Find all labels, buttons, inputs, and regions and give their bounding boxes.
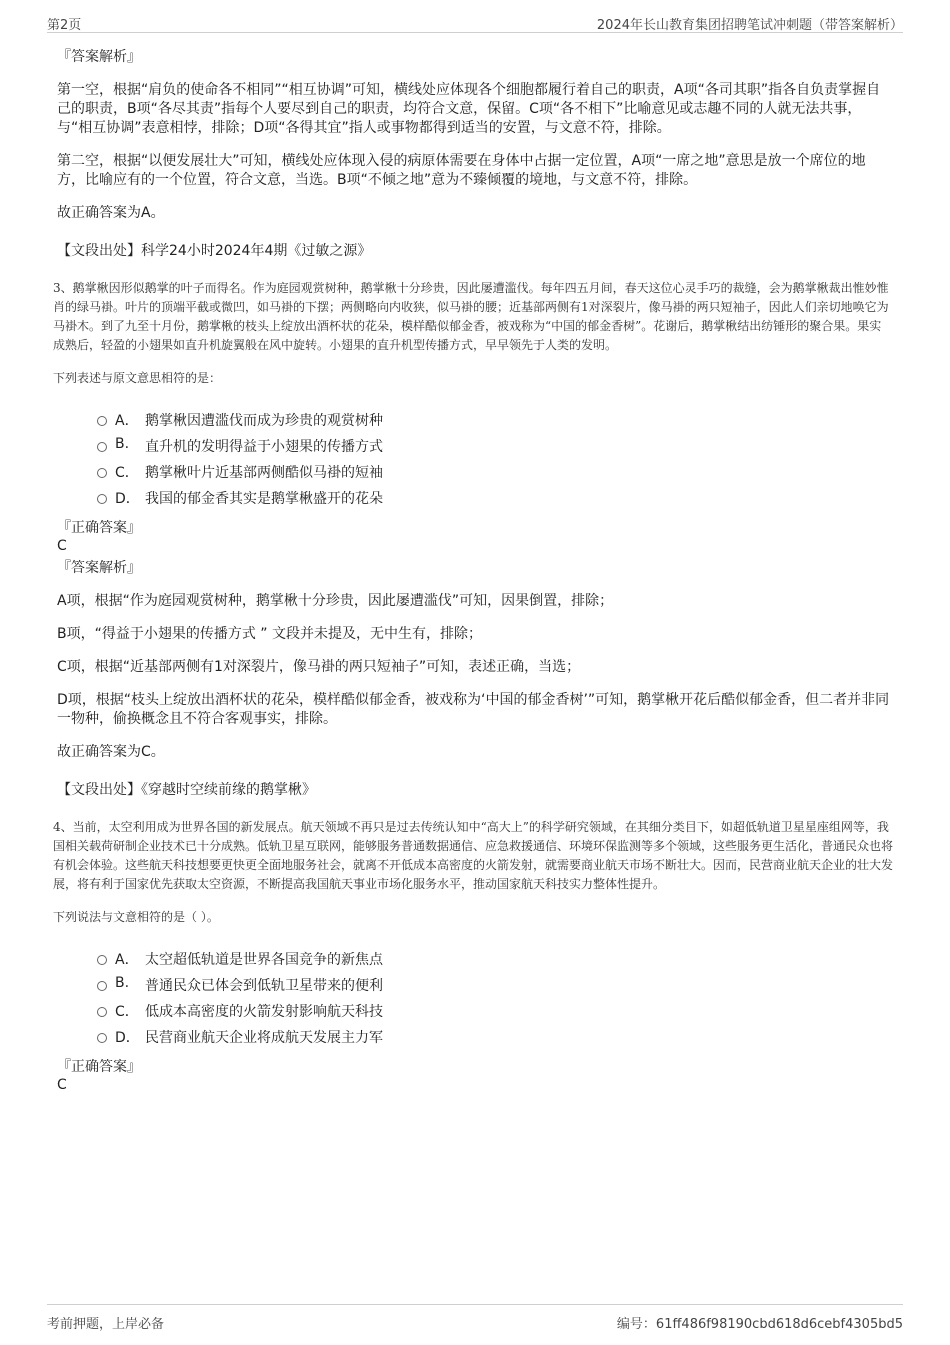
- radio-icon[interactable]: [97, 468, 107, 478]
- option-text: 直升机的发明得益于小翅果的传播方式: [145, 439, 383, 455]
- answer-conclusion: 故正确答案为C。: [57, 744, 165, 760]
- question-passage: 4、当前，太空利用成为世界各国的新发展点。航天领域不再只是过去传统认知中“高大上”的科学研究领域，在其细分类目下，如超低轨道卫星星座组网等，我国相关载荷研制企业技术已十分成熟。低轨卫星互联网，能够服务普通数据通信、应急救援通信、环境环保监测等多个领域，这些服务更生活化，普通民众也将有机会体验。这些航天科技想要更快更全面地服务社会，就离不开低成本高密度的火箭发射，就需要商业航天市场不断壮大。因而，民营商业航天企业的壮大发展，将有利于国家优先获取太空资源，不断提高我国航天事业市场化服务水平，推动国家航天科技实力整体性提升。: [53, 820, 894, 891]
- document-code: 编号：61ff486f98190cbd618d6cebf4305bd5: [616, 1317, 903, 1332]
- option-letter: B.: [115, 975, 130, 991]
- radio-icon[interactable]: [97, 1033, 107, 1043]
- analysis-paragraph: 第一空，根据“肩负的使命各不相同”“相互协调”可知，横线处应体现各个细胞都履行着自己的职责，A项“各司其职”指各自负责掌握自己的职责，B项“各尽其责”指每个人要尽到自己的职责，均符合文意，保留。C项“各不相下”比喻意见或志趣不同的人就无法共事，与“相互协调”表意相悖，排除；D项“各得其宜”指人或事物都得到适当的安置，与文意不符，排除。: [57, 82, 881, 136]
- radio-icon[interactable]: [97, 442, 107, 452]
- page-number: 第2页: [47, 18, 82, 33]
- answer-conclusion: 故正确答案为A。: [57, 205, 165, 221]
- question-prompt: 下列表述与原文意思相符的是：: [53, 371, 222, 385]
- option-d[interactable]: [97, 1027, 893, 1053]
- option-letter: C．: [115, 465, 139, 481]
- option-letter: D．: [115, 1030, 140, 1046]
- answer-options: [97, 949, 893, 1053]
- analysis-paragraph: A项，根据“作为庭园观赏树种，鹅掌楸十分珍贵，因此屡遭滥伐”可知，因果倒置，排除；: [57, 593, 614, 609]
- question-passage: 3、鹅掌楸因形似鹅掌的叶子而得名。作为庭园观赏树种，鹅掌楸十分珍贵，因此屡遭滥伐。每年四五月间，春天这位心灵手巧的裁缝，会为鹅掌楸裁出惟妙惟肖的绿马褂。叶片的顶端平截或微凹，如马褂的下摆；两侧略向内收狭，似马褂的腰；近基部两侧有1对深裂片，像马褂的两只短袖子，因此人们亲切地唤它为马褂木。到了九至十月份，鹅掌楸的枝头上绽放出酒杯状的花朵，模样酷似郁金香，被戏称为“中国的郁金香树”。花谢后，鹅掌楸结出纺锤形的聚合果。果实成熟后，轻盈的小翅果如直升机旋翼般在风中旋转。小翅果的直升机型传播方式，早早领先于人类的发明。: [53, 281, 889, 352]
- document-body: [53, 47, 894, 1093]
- analysis-paragraph: B项，“得益于小翅果的传播方式 ” 文段并未提及，无中生有，排除；: [57, 626, 483, 642]
- option-a[interactable]: [97, 949, 893, 975]
- option-b[interactable]: [97, 975, 893, 1001]
- page-header: [47, 10, 903, 33]
- radio-icon[interactable]: [97, 1007, 107, 1017]
- answer-options: [97, 410, 893, 514]
- option-text: 普通民众已体会到低轨卫星带来的便利: [145, 978, 383, 994]
- correct-answer-label: 『正确答案』: [57, 520, 141, 536]
- radio-icon[interactable]: [97, 494, 107, 504]
- option-text: 鹅掌楸叶片近基部两侧酷似马褂的短袖: [145, 465, 383, 481]
- analysis-paragraph: 第二空，根据“以便发展壮大”可知，横线处应体现入侵的病原体需要在身体中占据一定位置，A项“一席之地”意思是放一个席位的地方，比喻应有的一个位置，符合文意，当选。B项“不倾之地”意为不臻倾覆的境地，与文意不符，排除。: [57, 153, 866, 188]
- analysis-paragraph: C项，根据“近基部两侧有1对深裂片，像马褂的两只短袖子”可知，表述正确，当选；: [57, 659, 581, 675]
- option-letter: D．: [115, 491, 140, 507]
- option-text: 我国的郁金香其实是鹅掌楸盛开的花朵: [145, 491, 383, 507]
- source-citation: 【文段出处】科学24小时2024年4期《过敏之源》: [57, 243, 372, 259]
- radio-icon[interactable]: [97, 981, 107, 991]
- document-title: 2024年长山教育集团招聘笔试冲刺题（带答案解析）: [596, 18, 903, 33]
- analysis-label: 『答案解析』: [57, 560, 141, 576]
- option-c[interactable]: [97, 1001, 893, 1027]
- correct-answer: C: [57, 1077, 67, 1093]
- option-letter: A．: [115, 952, 139, 968]
- option-text: 低成本高密度的火箭发射影响航天科技: [145, 1004, 383, 1020]
- analysis-paragraph: D项，根据“枝头上绽放出酒杯状的花朵，模样酷似郁金香，被戏称为‘中国的郁金香树’”可知，鹅掌楸开花后酷似郁金香，但二者并非同一物种，偷换概念且不符合客观事实，排除。: [57, 692, 890, 727]
- option-letter: A．: [115, 413, 139, 429]
- option-text: 太空超低轨道是世界各国竞争的新焦点: [145, 952, 383, 968]
- analysis-label: 『答案解析』: [57, 49, 141, 65]
- option-b[interactable]: [97, 436, 893, 462]
- source-citation: 【文段出处】《穿越时空续前缘的鹅掌楸》: [57, 782, 316, 798]
- correct-answer-label: 『正确答案』: [57, 1059, 141, 1075]
- option-text: 鹅掌楸因遭滥伐而成为珍贵的观赏树种: [145, 413, 383, 429]
- footer-slogan: 考前押题，上岸必备: [47, 1317, 165, 1332]
- option-letter: B.: [115, 436, 130, 452]
- option-d[interactable]: [97, 488, 893, 514]
- option-text: 民营商业航天企业将成航天发展主力军: [145, 1030, 383, 1046]
- page-footer: [47, 1304, 903, 1332]
- correct-answer: C: [57, 538, 67, 554]
- option-c[interactable]: [97, 462, 893, 488]
- radio-icon[interactable]: [97, 416, 107, 426]
- option-letter: C．: [115, 1004, 139, 1020]
- question-prompt: 下列说法与文意相符的是（ ）。: [53, 910, 219, 924]
- option-a[interactable]: [97, 410, 893, 436]
- radio-icon[interactable]: [97, 955, 107, 965]
